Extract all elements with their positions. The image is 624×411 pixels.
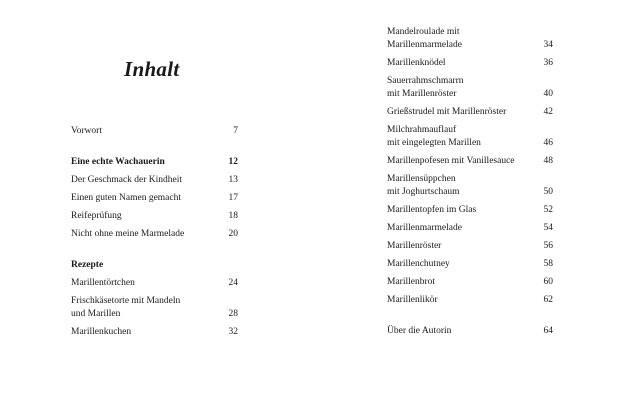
toc-entry-page: 56 (543, 241, 553, 251)
toc-entry (387, 276, 553, 289)
toc-entry-page: 18 (228, 211, 238, 221)
toc-entry (71, 326, 238, 339)
toc-entry-title: Sauerrahmschmarrn mit Marillenröster (387, 76, 464, 99)
toc-entry (387, 75, 553, 101)
toc-entry-page: 52 (543, 205, 553, 215)
toc-entry-page: 64 (543, 326, 553, 336)
toc-entry-title: Grießstrudel mit Marillenröster (387, 107, 507, 117)
toc-entry-title: Der Geschmack der Kindheit (71, 175, 183, 185)
toc-entry-title: Vorwort (71, 126, 102, 136)
toc-entry-page: 48 (543, 156, 553, 166)
toc-entry-page: 58 (543, 259, 553, 269)
toc-entry-title: Marillenröster (387, 241, 442, 251)
toc-entry (71, 125, 238, 138)
toc-entry-page: 46 (543, 138, 553, 148)
toc-entry (71, 210, 238, 223)
toc-entry-title: Marillenmarmelade (387, 223, 462, 233)
toc-section-heading (71, 259, 238, 272)
toc-entry-page: 54 (543, 223, 553, 233)
toc-entry-page: 28 (228, 309, 238, 319)
toc-right-column (387, 26, 553, 343)
toc-entry (387, 240, 553, 253)
toc-entry (387, 222, 553, 235)
toc-entry-title: Nicht ohne meine Marmelade (71, 229, 185, 239)
toc-entry (387, 294, 553, 307)
toc-entry-title: Marillentörtchen (71, 278, 135, 288)
toc-entry-title: Einen guten Namen gemacht (71, 193, 182, 203)
toc-entry (71, 156, 238, 169)
toc-left-column (71, 125, 238, 344)
toc-entry-page: 40 (543, 89, 553, 99)
toc-entry-page: 7 (233, 126, 238, 136)
toc-entry-title: Rezepte (71, 260, 104, 270)
toc-entry (387, 258, 553, 271)
toc-entry-title: Milchrahmauflauf mit eingelegten Marillen (387, 125, 481, 148)
toc-entry-page: 36 (543, 58, 553, 68)
toc-entry (387, 124, 553, 150)
toc-entry-title: Eine echte Wachauerin (71, 157, 165, 167)
toc-entry (71, 277, 238, 290)
toc-entry-page: 60 (543, 277, 553, 287)
toc-entry-title: Marillensüppchen mit Joghurtschaum (387, 174, 460, 197)
page-heading: Inhalt (124, 57, 180, 81)
toc-entry-title: Marillenknödel (387, 58, 446, 68)
toc-entry (387, 26, 553, 52)
toc-entry-title: Marillenkuchen (71, 327, 132, 337)
toc-entry-page: 20 (228, 229, 238, 239)
toc-entry-page: 13 (228, 175, 238, 185)
toc-entry-title: Marillenchutney (387, 259, 450, 269)
toc-entry (387, 325, 553, 338)
toc-entry (71, 228, 238, 241)
toc-entry-title: Marillenbrot (387, 277, 436, 287)
toc-entry-title: Reifeprüfung (71, 211, 122, 221)
toc-entry-page: 17 (228, 193, 238, 203)
toc-entry (387, 173, 553, 199)
toc-entry-page: 42 (543, 107, 553, 117)
toc-entry-page: 32 (228, 327, 238, 337)
toc-entry-title: Mandelroulade mit Marillenmarmelade (387, 27, 462, 50)
toc-entry (387, 57, 553, 70)
toc-entry-page: 24 (228, 278, 238, 288)
toc-entry-page: 34 (543, 40, 553, 50)
toc-entry-title: Marillenpofesen mit Vanillesauce (387, 156, 515, 166)
toc-entry (387, 106, 553, 119)
toc-entry (387, 204, 553, 217)
toc-entry (387, 155, 553, 168)
toc-entry-page: 50 (543, 187, 553, 197)
toc-entry (71, 174, 238, 187)
toc-entry-title: Frischkäsetorte mit Mandeln und Marillen (71, 296, 181, 319)
toc-entry-title: Marillentopfen im Glas (387, 205, 477, 215)
toc-entry (71, 295, 238, 321)
toc-entry-page: 12 (228, 157, 238, 167)
toc-entry-title: Marillenlikör (387, 295, 438, 305)
toc-entry-page: 62 (543, 295, 553, 305)
toc-entry-title: Über die Autorin (387, 326, 452, 336)
toc-entry (71, 192, 238, 205)
